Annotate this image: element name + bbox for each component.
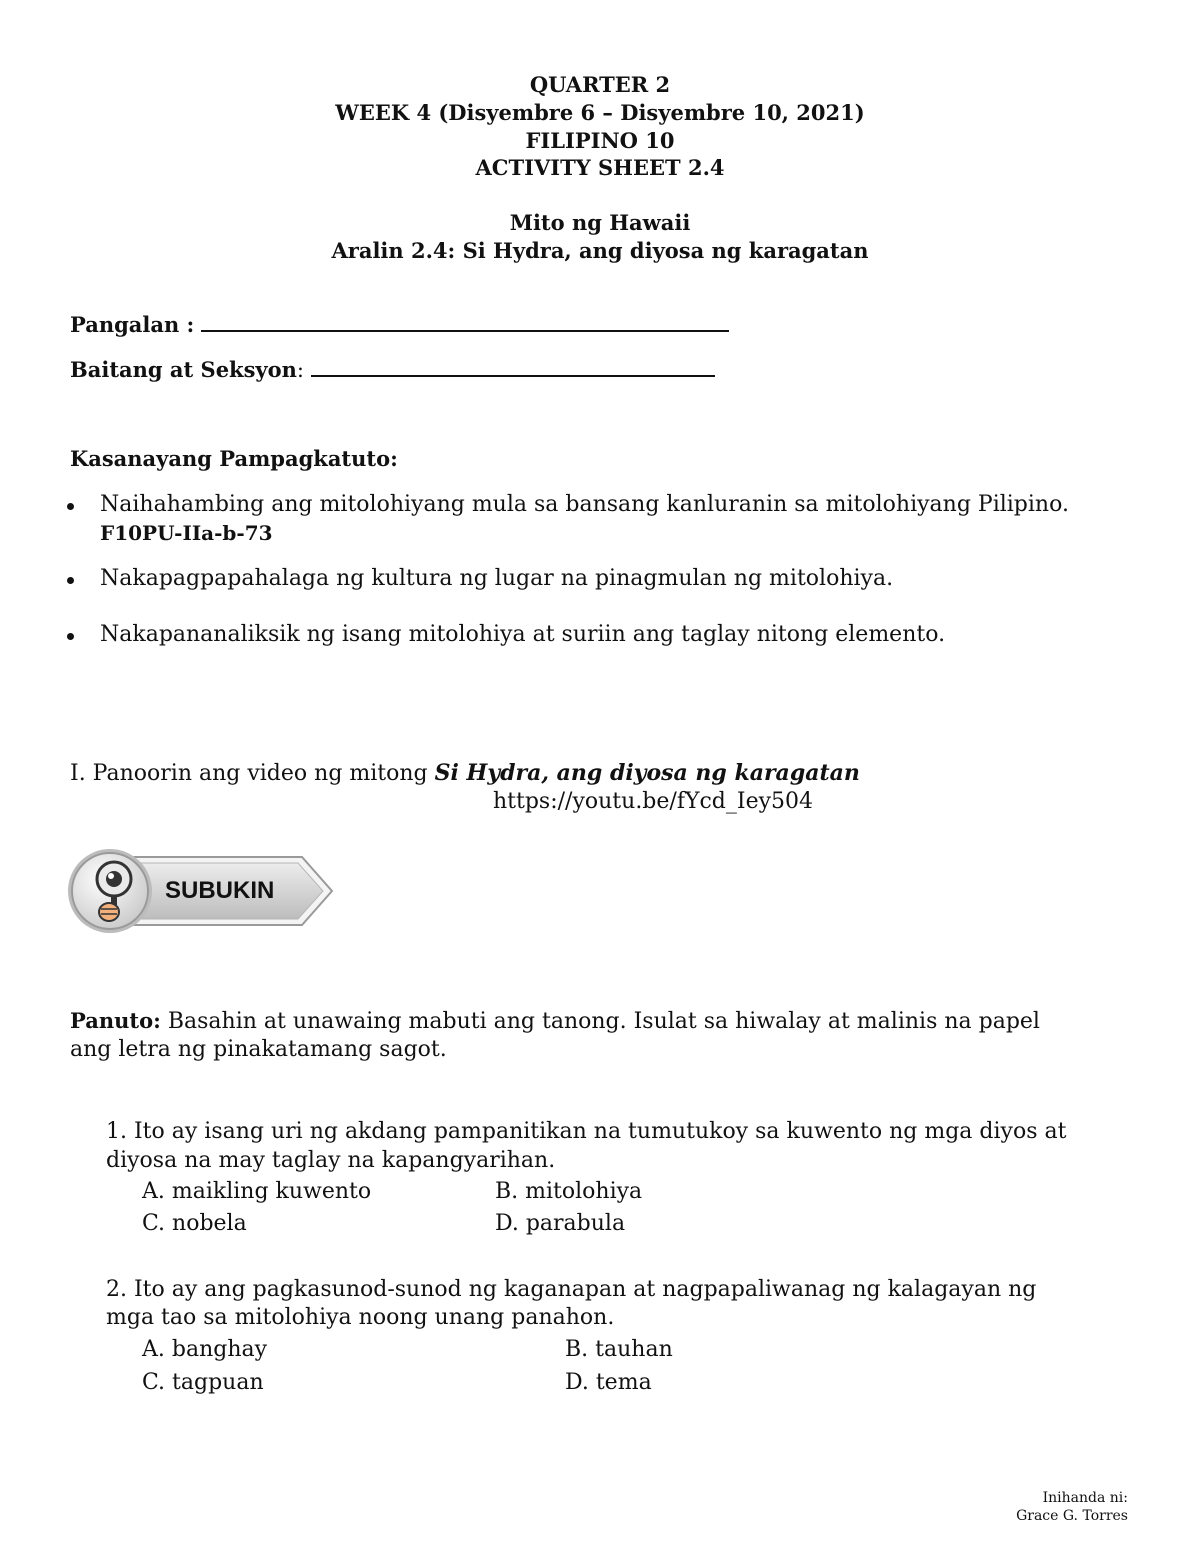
bullet-icon [67,633,74,640]
competency-item-2: Nakapagpapahalaga ng kultura ng lugar na pinagmulan ng mitolohiya. [100,566,894,591]
question-1-line-1: 1. Ito ay isang uri ng akdang pampanitikan na tumutukoy sa kuwento ng mga diyos at [106,1119,1067,1144]
instructions-line-1 [70,1006,1040,1036]
header-activity-sheet: ACTIVITY SHEET 2.4 [475,155,725,180]
prepared-by-name: Grace G. Torres [1016,1508,1128,1524]
question-1-option-d: D. parabula [495,1211,626,1236]
question-2-option-b: B. tauhan [565,1337,673,1362]
header-week: WEEK 4 (Disyembre 6 – Disyembre 10, 2021) [335,100,865,125]
header-quarter: QUARTER 2 [529,72,671,97]
competency-item-1: Naihahambing ang mitolohiyang mula sa bansang kanluranin sa mitolohiyang Pilipino. [100,492,1069,517]
prepared-by-label: Inihanda ni: [1042,1490,1128,1506]
video-link[interactable]: https://youtu.be/fYcd_Iey504 [493,789,814,814]
question-2-option-d: D. tema [565,1370,652,1395]
page-subtitle: Aralin 2.4: Si Hydra, ang diyosa ng karagatan [331,238,869,263]
instructions-line-2: ang letra ng pinakatamang sagot. [70,1037,447,1062]
question-2-option-c: C. tagpuan [142,1370,264,1395]
question-2-line-1: 2. Ito ay ang pagkasunod-sunod ng kaganapan at nagpapaliwanag ng kalagayan ng [106,1277,1037,1302]
video-instruction-text: I. Panoorin ang video ng mitong [70,761,435,786]
question-2-option-a: A. banghay [142,1337,268,1362]
question-1-option-a: A. maikling kuwento [142,1179,372,1204]
video-instruction [70,759,860,788]
name-blank[interactable] [201,310,729,332]
question-1-line-2: diyosa na may taglay na kapangyarihan. [106,1148,556,1173]
name-field [70,310,729,337]
question-1-option-c: C. nobela [142,1211,247,1236]
header-subject: FILIPINO 10 [525,128,675,153]
section-label: Baitang at Seksyon [70,357,297,382]
competencies-heading: Kasanayang Pampagkatuto: [70,446,398,471]
section-blank[interactable] [311,355,715,377]
competency-code: F10PU-IIa-b-73 [100,521,273,545]
competency-item-3: Nakapananaliksik ng isang mitolohiya at suriin ang taglay nitong elemento. [100,622,946,647]
name-label: Pangalan : [70,312,195,337]
video-title: Si Hydra, ang diyosa ng karagatan [434,760,860,786]
section-colon: : [296,358,304,382]
instructions-label: Panuto: [70,1008,161,1033]
instructions-text: Basahin at unawaing mabuti ang tanong. Isulat sa hiwalay at malinis na papel [160,1009,1040,1034]
subukin-label: SUBUKIN [165,877,275,904]
question-1-option-b: B. mitolohiya [495,1179,643,1204]
bullet-icon [67,503,74,510]
bullet-icon [67,577,74,584]
question-2-line-2: mga tao sa mitolohiya noong unang panahon. [106,1305,615,1330]
page-title: Mito ng Hawaii [509,210,691,235]
subukin-badge [64,845,339,937]
section-field [70,355,715,382]
